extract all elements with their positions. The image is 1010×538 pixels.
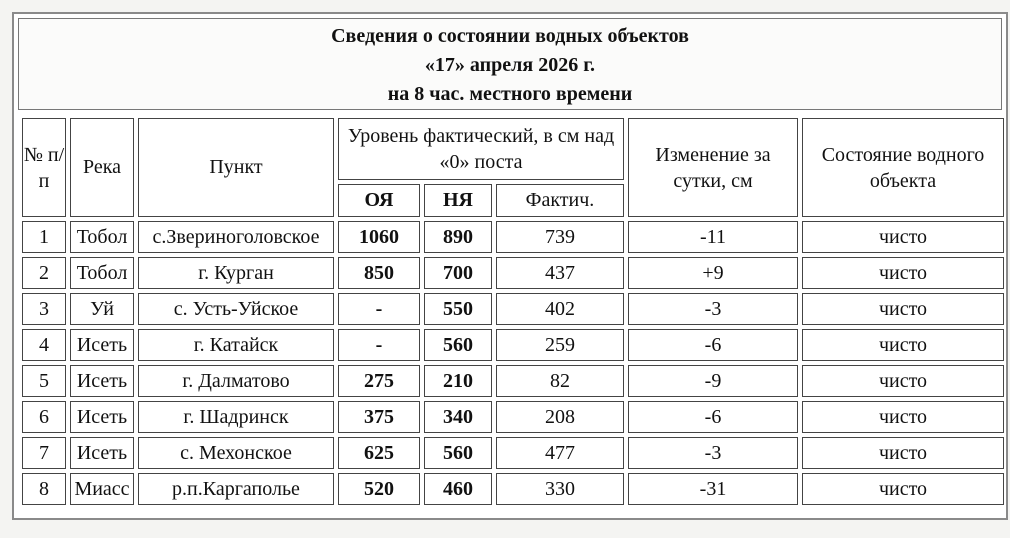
cell-nya: 890 (424, 221, 492, 253)
cell-num: 3 (22, 293, 66, 325)
cell-change: -31 (628, 473, 798, 505)
cell-fact: 402 (496, 293, 624, 325)
header-fact: Фактич. (496, 184, 624, 217)
cell-point: с.Звериноголовское (138, 221, 334, 253)
cell-change: +9 (628, 257, 798, 289)
cell-point: г. Курган (138, 257, 334, 289)
cell-river: Исеть (70, 329, 134, 361)
report-frame (12, 12, 1008, 520)
cell-nya: 560 (424, 329, 492, 361)
cell-state: чисто (802, 401, 1004, 433)
cell-num: 7 (22, 437, 66, 469)
cell-point: г. Катайск (138, 329, 334, 361)
cell-river: Тобол (70, 257, 134, 289)
cell-num: 4 (22, 329, 66, 361)
cell-fact: 330 (496, 473, 624, 505)
header-num: № п/п (22, 118, 66, 217)
cell-point: с. Мехонское (138, 437, 334, 469)
cell-state: чисто (802, 365, 1004, 397)
report-title (18, 18, 1002, 110)
cell-num: 1 (22, 221, 66, 253)
title-line-1: Сведения о состоянии водных объектов (331, 25, 689, 47)
water-objects-table (18, 114, 1008, 509)
cell-state: чисто (802, 329, 1004, 361)
cell-state: чисто (802, 221, 1004, 253)
header-river: Река (70, 118, 134, 217)
cell-change: -6 (628, 401, 798, 433)
table-row (22, 473, 1004, 505)
cell-oya: 520 (338, 473, 420, 505)
cell-point: с. Усть-Уйское (138, 293, 334, 325)
cell-nya: 210 (424, 365, 492, 397)
cell-river: Исеть (70, 437, 134, 469)
title-line-3: на 8 час. местного времени (387, 83, 633, 105)
table-row (22, 401, 1004, 433)
header-nya: НЯ (424, 184, 492, 217)
cell-change: -3 (628, 437, 798, 469)
cell-point: г. Далматово (138, 365, 334, 397)
cell-river: Исеть (70, 365, 134, 397)
cell-fact: 208 (496, 401, 624, 433)
cell-change: -3 (628, 293, 798, 325)
cell-river: Тобол (70, 221, 134, 253)
cell-point: г. Шадринск (138, 401, 334, 433)
cell-nya: 340 (424, 401, 492, 433)
header-state: Состояние водного объекта (802, 118, 1004, 217)
cell-num: 6 (22, 401, 66, 433)
cell-oya: 375 (338, 401, 420, 433)
table-row (22, 365, 1004, 397)
cell-nya: 560 (424, 437, 492, 469)
cell-river: Исеть (70, 401, 134, 433)
title-line-2: «17» апреля 2026 г. (424, 54, 596, 76)
cell-change: -6 (628, 329, 798, 361)
table-row (22, 437, 1004, 469)
cell-state: чисто (802, 293, 1004, 325)
cell-oya: 275 (338, 365, 420, 397)
table-row (22, 329, 1004, 361)
cell-oya: 850 (338, 257, 420, 289)
header-change: Изменение за сутки, см (628, 118, 798, 217)
header-point: Пункт (138, 118, 334, 217)
header-level-group: Уровень фактический, в см над «0» поста (338, 118, 624, 180)
cell-num: 8 (22, 473, 66, 505)
cell-state: чисто (802, 257, 1004, 289)
table-row (22, 221, 1004, 253)
cell-nya: 550 (424, 293, 492, 325)
cell-fact: 739 (496, 221, 624, 253)
cell-fact: 437 (496, 257, 624, 289)
cell-oya: 1060 (338, 221, 420, 253)
cell-point: р.п.Каргаполье (138, 473, 334, 505)
cell-oya: 625 (338, 437, 420, 469)
cell-fact: 82 (496, 365, 624, 397)
cell-nya: 460 (424, 473, 492, 505)
cell-fact: 477 (496, 437, 624, 469)
table-header-row (22, 118, 1004, 180)
cell-change: -9 (628, 365, 798, 397)
cell-num: 5 (22, 365, 66, 397)
cell-state: чисто (802, 473, 1004, 505)
cell-oya: - (338, 329, 420, 361)
header-oya: ОЯ (338, 184, 420, 217)
table-row (22, 257, 1004, 289)
cell-oya: - (338, 293, 420, 325)
table-row (22, 293, 1004, 325)
cell-change: -11 (628, 221, 798, 253)
cell-state: чисто (802, 437, 1004, 469)
cell-river: Миасс (70, 473, 134, 505)
cell-num: 2 (22, 257, 66, 289)
cell-river: Уй (70, 293, 134, 325)
cell-fact: 259 (496, 329, 624, 361)
cell-nya: 700 (424, 257, 492, 289)
